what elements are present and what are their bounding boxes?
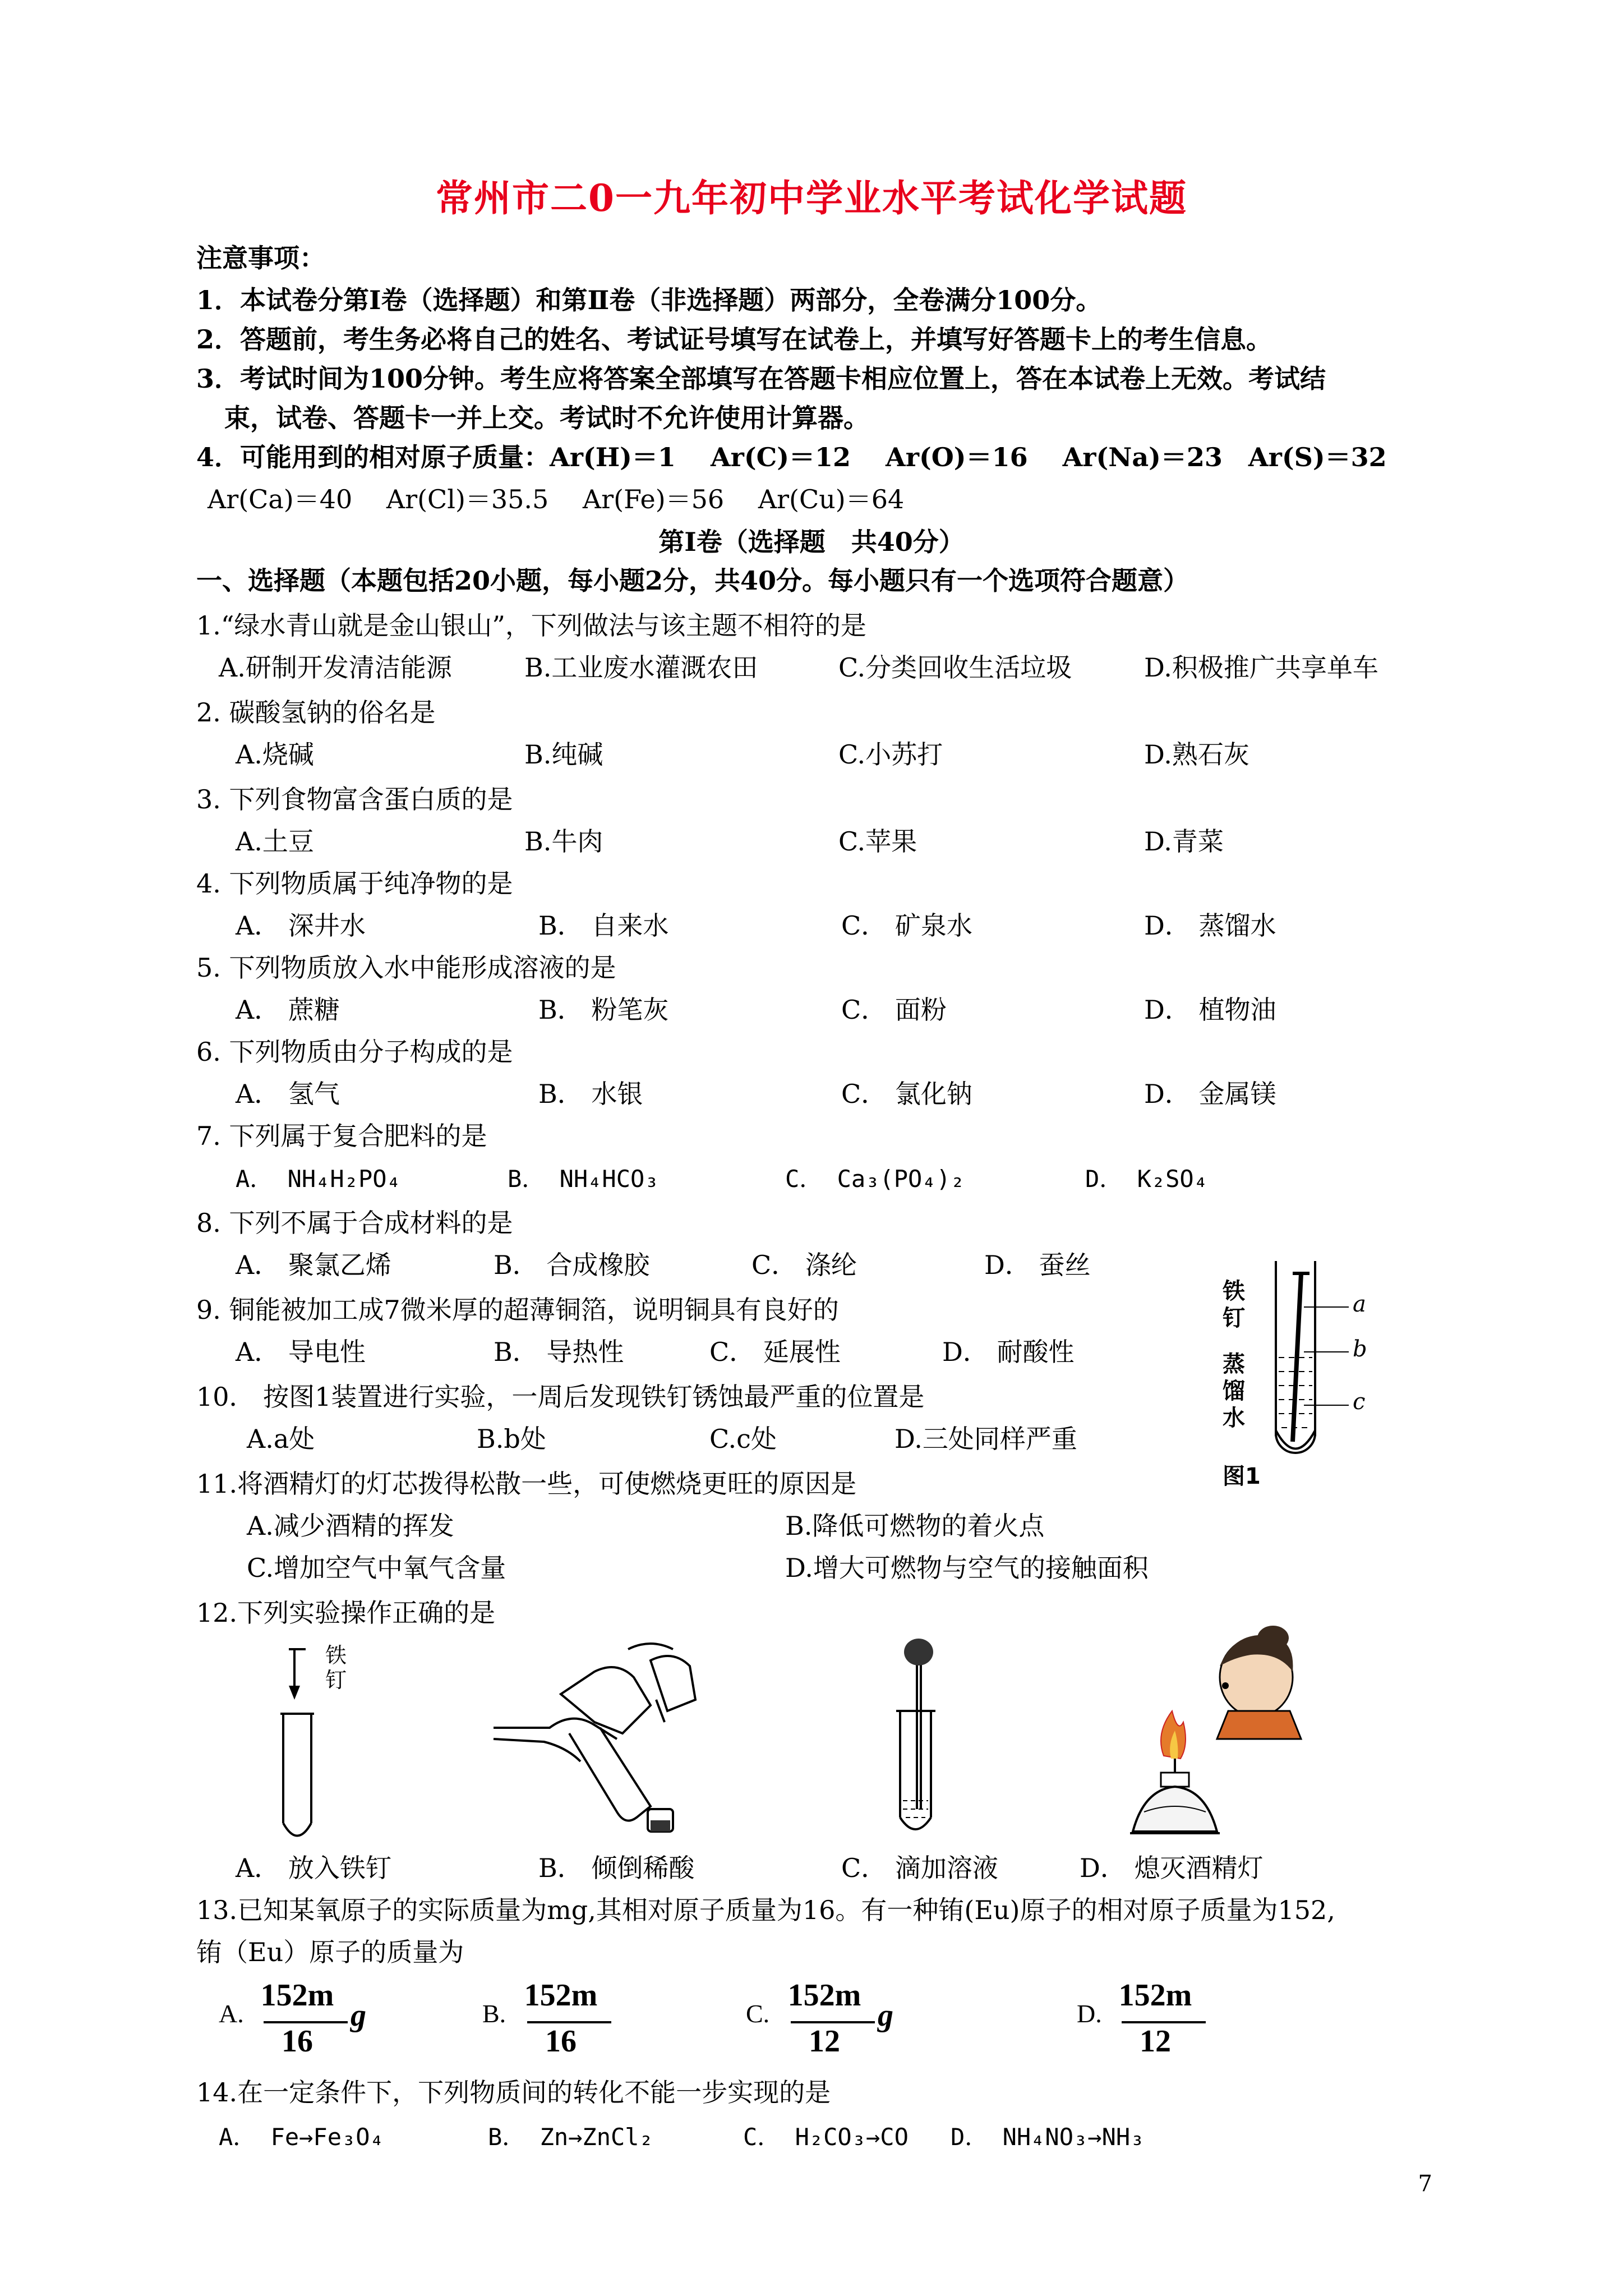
q12-option-b[interactable]: B． 倾倒稀酸 <box>538 1853 695 1883</box>
q13-b-numerator: 152m <box>524 1978 598 2013</box>
q6-option-c[interactable]: C． 氯化钠 <box>841 1079 972 1109</box>
q10-option-b[interactable]: B.b处 <box>477 1424 546 1454</box>
question-4-stem: 4. 下列物质属于纯净物的是 <box>196 868 513 899</box>
q5-option-d[interactable]: D． 植物油 <box>1144 995 1276 1025</box>
note-3a: 3．考试时间为100分钟。考生应将答案全部填写在答题卡相应位置上，答在本试卷上无效。考试结 <box>196 364 1326 394</box>
fig1-label-tie: 铁 <box>1223 1278 1245 1304</box>
fig1-label-c: c <box>1353 1389 1366 1415</box>
q6-option-b[interactable]: B． 水银 <box>538 1079 643 1109</box>
q9-option-a[interactable]: A． 导电性 <box>236 1337 366 1367</box>
q13-c-denominator: 12 <box>809 2024 840 2059</box>
notes-heading: 注意事项： <box>196 243 325 273</box>
q5-option-b[interactable]: B． 粉笔灰 <box>538 995 669 1025</box>
q7-option-d[interactable]: D． K₂SO₄ <box>1085 1165 1209 1193</box>
q13-option-a-label: A. <box>219 1999 244 2028</box>
q5-option-c[interactable]: C． 面粉 <box>841 995 947 1025</box>
question-14-stem: 14.在一定条件下，下列物质间的转化不能一步实现的是 <box>196 2077 831 2108</box>
q10-option-c[interactable]: C.c处 <box>709 1424 777 1454</box>
q9-option-c[interactable]: C． 延展性 <box>709 1337 841 1367</box>
q13-option-a[interactable] <box>219 1977 398 2073</box>
question-2-stem: 2. 碳酸氢钠的俗名是 <box>196 697 436 728</box>
q7-option-b[interactable]: B． NH₄HCO₃ <box>508 1165 659 1193</box>
q4-option-a[interactable]: A． 深井水 <box>236 910 366 941</box>
question-1-stem: 1.“绿水青山就是金山银山”，下列做法与该主题不相符的是 <box>196 610 866 641</box>
q13-a-unit: g <box>351 1998 366 2033</box>
q3-option-c[interactable]: C.苹果 <box>838 826 917 857</box>
q2-option-d[interactable]: D.熟石灰 <box>1144 739 1249 770</box>
q11-option-d[interactable]: D.增大可燃物与空气的接触面积 <box>785 1553 1149 1583</box>
question-11-stem: 11.将酒精灯的灯芯拨得松散一些，可使燃烧更旺的原因是 <box>196 1469 857 1499</box>
q14-option-d[interactable]: D． NH₄NO₃→NH₃ <box>951 2123 1145 2151</box>
q8-option-c[interactable]: C． 涤纶 <box>751 1250 857 1280</box>
q2-option-b[interactable]: B.纯碱 <box>524 739 603 770</box>
q12-figure-c-dropper <box>875 1632 987 1846</box>
q13-option-b[interactable] <box>482 1977 662 2073</box>
question-5-stem: 5. 下列物质放入水中能形成溶液的是 <box>196 953 616 983</box>
q2-option-c[interactable]: C.小苏打 <box>838 739 943 770</box>
q13-d-denominator: 12 <box>1140 2024 1171 2059</box>
q13-b-denominator: 16 <box>545 2024 577 2059</box>
q12-figure-d-lamp <box>1122 1621 1324 1846</box>
part1-heading: 第Ⅰ卷（选择题 共40分） <box>658 527 965 557</box>
q1-option-b[interactable]: B.工业废水灌溉农田 <box>524 652 758 683</box>
note-4b: Ar(Ca)＝40 Ar(Cl)＝35.5 Ar(Fe)＝56 Ar(Cu)＝64 <box>208 484 905 514</box>
question-8-stem: 8. 下列不属于合成材料的是 <box>196 1208 513 1238</box>
q9-option-b[interactable]: B． 导热性 <box>494 1337 624 1367</box>
q12-option-a[interactable]: A． 放入铁钉 <box>236 1853 391 1883</box>
q13-option-d[interactable] <box>1077 1977 1256 2073</box>
q4-option-d[interactable]: D． 蒸馏水 <box>1144 910 1276 941</box>
q8-option-b[interactable]: B． 合成橡胶 <box>494 1250 650 1280</box>
q6-option-d[interactable]: D． 金属镁 <box>1144 1079 1276 1109</box>
q13-option-b-label: B. <box>482 1999 506 2028</box>
q12-option-d[interactable]: D． 熄灭酒精灯 <box>1080 1853 1264 1883</box>
q13-c-numerator: 152m <box>787 1978 861 2013</box>
q3-option-d[interactable]: D.青菜 <box>1144 826 1224 857</box>
q1-option-d[interactable]: D.积极推广共享单车 <box>1144 652 1378 683</box>
fig1-label-shui: 水 <box>1223 1405 1245 1431</box>
q13-option-c[interactable] <box>746 1977 925 2073</box>
q10-option-d[interactable]: D.三处同样严重 <box>895 1424 1077 1454</box>
q12-figure-b-pouring <box>482 1627 735 1840</box>
q11-option-b[interactable]: B.降低可燃物的着火点 <box>785 1511 1045 1541</box>
page-number: 7 <box>1418 2171 1432 2197</box>
q13-d-numerator: 152m <box>1118 1978 1192 2013</box>
question-10-stem: 10． 按图1装置进行实验，一周后发现铁钉锈蚀最严重的位置是 <box>196 1382 925 1412</box>
q7-option-a[interactable]: A． NH₄H₂PO₄ <box>236 1165 401 1193</box>
q14-option-b[interactable]: B． Zn→ZnCl₂ <box>488 2123 653 2151</box>
q7-option-c[interactable]: C． Ca₃(PO₄)₂ <box>785 1165 965 1193</box>
q8-option-a[interactable]: A． 聚氯乙烯 <box>236 1250 391 1280</box>
q13-a-denominator: 16 <box>282 2024 313 2059</box>
q13-c-unit: g <box>878 1998 893 2033</box>
q3-option-a[interactable]: A.土豆 <box>236 826 314 857</box>
q12a-label-tie: 铁 <box>325 1643 347 1668</box>
q6-option-a[interactable]: A． 氢气 <box>236 1079 340 1109</box>
question-6-stem: 6. 下列物质由分子构成的是 <box>196 1037 513 1067</box>
q1-option-a[interactable]: A.研制开发清洁能源 <box>219 652 452 683</box>
section1-heading: 一、选择题（本题包括20小题，每小题2分，共40分。每小题只有一个选项符合题意） <box>196 565 1189 596</box>
fig1-label-zheng: 蒸 <box>1223 1351 1245 1377</box>
question-3-stem: 3. 下列食物富含蛋白质的是 <box>196 784 513 815</box>
q12a-label-ding: 钉 <box>325 1668 347 1692</box>
q12-figure-a <box>264 1638 387 1851</box>
question-9-stem: 9. 铜能被加工成7微米厚的超薄铜箔，说明铜具有良好的 <box>196 1295 839 1325</box>
figure-1-test-tube <box>1189 1251 1469 1503</box>
question-13-stem-a: 13.已知某氧原子的实际质量为mg,其相对原子质量为16。有一种铕(Eu)原子的相对原子质量为152, <box>196 1895 1335 1925</box>
fig1-label-liu: 馏 <box>1223 1378 1245 1404</box>
q8-option-d[interactable]: D． 蚕丝 <box>984 1250 1091 1280</box>
q11-option-a[interactable]: A.减少酒精的挥发 <box>247 1511 454 1541</box>
question-13-stem-b: 铕（Eu）原子的质量为 <box>196 1937 464 1967</box>
question-7-stem: 7. 下列属于复合肥料的是 <box>196 1121 487 1151</box>
question-12-stem: 12.下列实验操作正确的是 <box>196 1598 496 1628</box>
note-3b: 束，试卷、答题卡一并上交。考试时不允许使用计算器。 <box>224 403 869 433</box>
fig1-caption: 图1 <box>1223 1464 1261 1489</box>
q9-option-d[interactable]: D． 耐酸性 <box>942 1337 1075 1367</box>
q2-option-a[interactable]: A.烧碱 <box>236 739 314 770</box>
fig1-label-a: a <box>1353 1291 1366 1317</box>
q14-option-a[interactable]: A． Fe→Fe₃O₄ <box>219 2123 384 2151</box>
fig1-label-ding: 钉 <box>1223 1305 1245 1331</box>
q13-option-d-label: D. <box>1077 1999 1102 2028</box>
fig1-label-b: b <box>1353 1336 1367 1362</box>
q1-option-c[interactable]: C.分类回收生活垃圾 <box>838 652 1072 683</box>
note-4a: 4．可能用到的相对原子质量：Ar(H)＝1 Ar(C)＝12 Ar(O)＝16 Ar(Na)＝23 Ar(S)＝32 <box>196 442 1387 472</box>
q5-option-a[interactable]: A． 蔗糖 <box>236 995 340 1025</box>
q10-option-a[interactable]: A.a处 <box>247 1424 315 1454</box>
q13-a-numerator: 152m <box>260 1978 334 2013</box>
q12-option-c[interactable]: C． 滴加溶液 <box>841 1853 998 1883</box>
page-title: 常州市二0一九年初中学业水平考试化学试题 <box>436 176 1187 220</box>
q14-option-c[interactable]: C． H₂CO₃→CO <box>743 2123 909 2151</box>
q4-option-b[interactable]: B． 自来水 <box>538 910 669 941</box>
note-2: 2．答题前，考生务必将自己的姓名、考试证号填写在试卷上，并填写好答题卡上的考生信息。 <box>196 324 1272 355</box>
q11-option-c[interactable]: C.增加空气中氧气含量 <box>247 1553 506 1583</box>
q13-option-c-label: C. <box>746 1999 770 2028</box>
q4-option-c[interactable]: C． 矿泉水 <box>841 910 972 941</box>
q3-option-b[interactable]: B.牛肉 <box>524 826 603 857</box>
note-1: 1．本试卷分第Ⅰ卷（选择题）和第Ⅱ卷（非选择题）两部分，全卷满分100分。 <box>196 285 1102 315</box>
